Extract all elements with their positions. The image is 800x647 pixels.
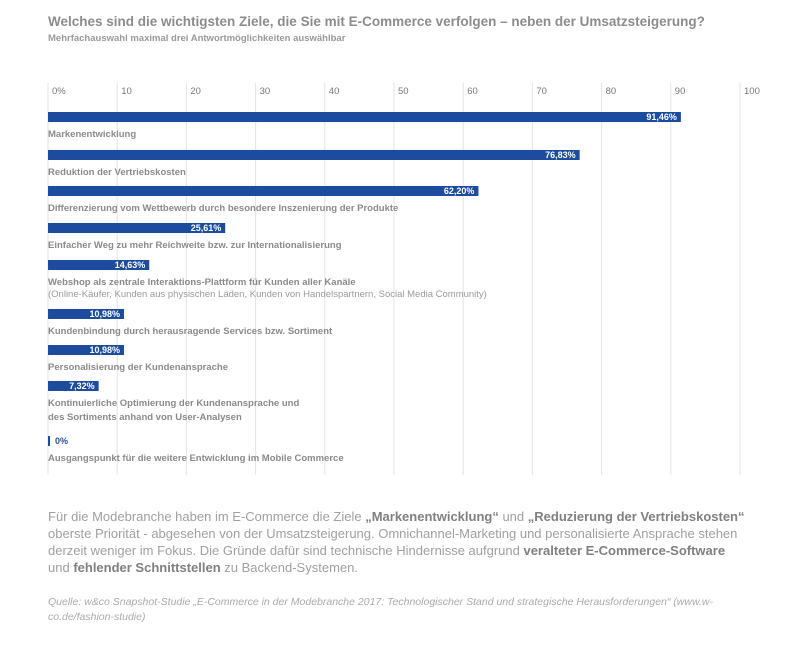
x-tick-label: 50 (398, 86, 409, 97)
x-tick-label: 0% (52, 86, 66, 97)
x-tick-label: 90 (674, 86, 686, 97)
category-label: Ausgangspunkt für die weitere Entwicklung im Mobile Commerce (48, 453, 344, 464)
category-label: des Sortiments anhand von User-Analysen (48, 412, 242, 423)
summary-emphasis: „Reduzierung der Vertriebskosten“ (527, 509, 745, 524)
summary-paragraph (48, 508, 748, 576)
data-label: 7,32% (69, 381, 95, 391)
summary-emphasis: „Markenentwicklung“ (365, 509, 499, 524)
x-tick-label: 30 (259, 86, 271, 97)
data-label: 0% (55, 436, 69, 446)
x-tick-label: 60 (467, 86, 478, 97)
x-tick-label: 20 (190, 86, 201, 97)
bar (48, 436, 50, 446)
summary-emphasis: fehlender Schnittstellen (73, 560, 221, 575)
bar (48, 186, 478, 196)
summary-text: zu Backend-Systemen. (220, 560, 358, 575)
summary-text: Für die Modebranche haben im E-Commerce die Ziele (48, 509, 366, 524)
summary-text: und (48, 560, 74, 575)
data-label: 14,63% (114, 260, 146, 270)
data-label: 10,98% (89, 309, 120, 319)
summary-text: und (498, 509, 528, 524)
category-label: Personalisierung der Kundenansprache (48, 362, 229, 373)
category-label: Differenzierung vom Wettbewerb durch besondere Inszenierung der Produkte (48, 203, 399, 214)
data-label: 91,46% (646, 112, 677, 122)
data-label: 25,61% (190, 223, 222, 233)
category-label: Einfacher Weg zu mehr Reichweite bzw. zur Internationalisierung (48, 240, 342, 251)
x-tick-label: 80 (605, 86, 617, 97)
chart-subtitle: Mehrfachauswahl maximal drei Antwortmöglichkeiten auswählbar (48, 33, 346, 44)
category-label: Reduktion der Vertriebskosten (48, 167, 186, 178)
summary-text: oberste Priorität - abgesehen von der Umsatzsteigerung. Omnichannel-Marketing und personalisierte Ansprache stehen derzeit weniger im Fokus. Die Gründe dafür sind technische Hindernisse aufgrund (48, 526, 738, 558)
category-note: (Online-Käufer, Kunden aus physischen Läden, Kunden von Handelspartnern, Social Media Community) (48, 289, 487, 300)
x-tick-label: 10 (121, 86, 132, 97)
chart-title: Welches sind die wichtigsten Ziele, die Sie mit E-Commerce verfolgen – neben der Umsatzsteigerung? (48, 14, 705, 29)
x-tick-label: 40 (328, 86, 340, 97)
bar (48, 150, 580, 160)
summary-emphasis: veralteter E-Commerce-Software (523, 543, 726, 558)
category-label: Markenentwicklung (48, 129, 137, 140)
data-label: 76,83% (545, 150, 576, 160)
data-label: 10,98% (89, 345, 120, 355)
category-label: Webshop als zentrale Interaktions-Plattform für Kunden aller Kanäle (48, 277, 356, 288)
category-label: Kontinuierliche Optimierung der Kundenansprache und (48, 398, 300, 409)
bar (48, 112, 681, 122)
source-note: Quelle: w&co Snapshot-Studie „E-Commerce in der Modebranche 2017: Technologischer Stand und strategische Herausforderungen“ (www.w-co.de/fashion-studie) (48, 596, 713, 623)
x-tick-label: 70 (536, 86, 547, 97)
data-label: 62,20% (443, 186, 475, 196)
category-label: Kundenbindung durch herausragende Services bzw. Sortiment (48, 326, 333, 337)
x-tick-label: 100 (744, 86, 760, 97)
